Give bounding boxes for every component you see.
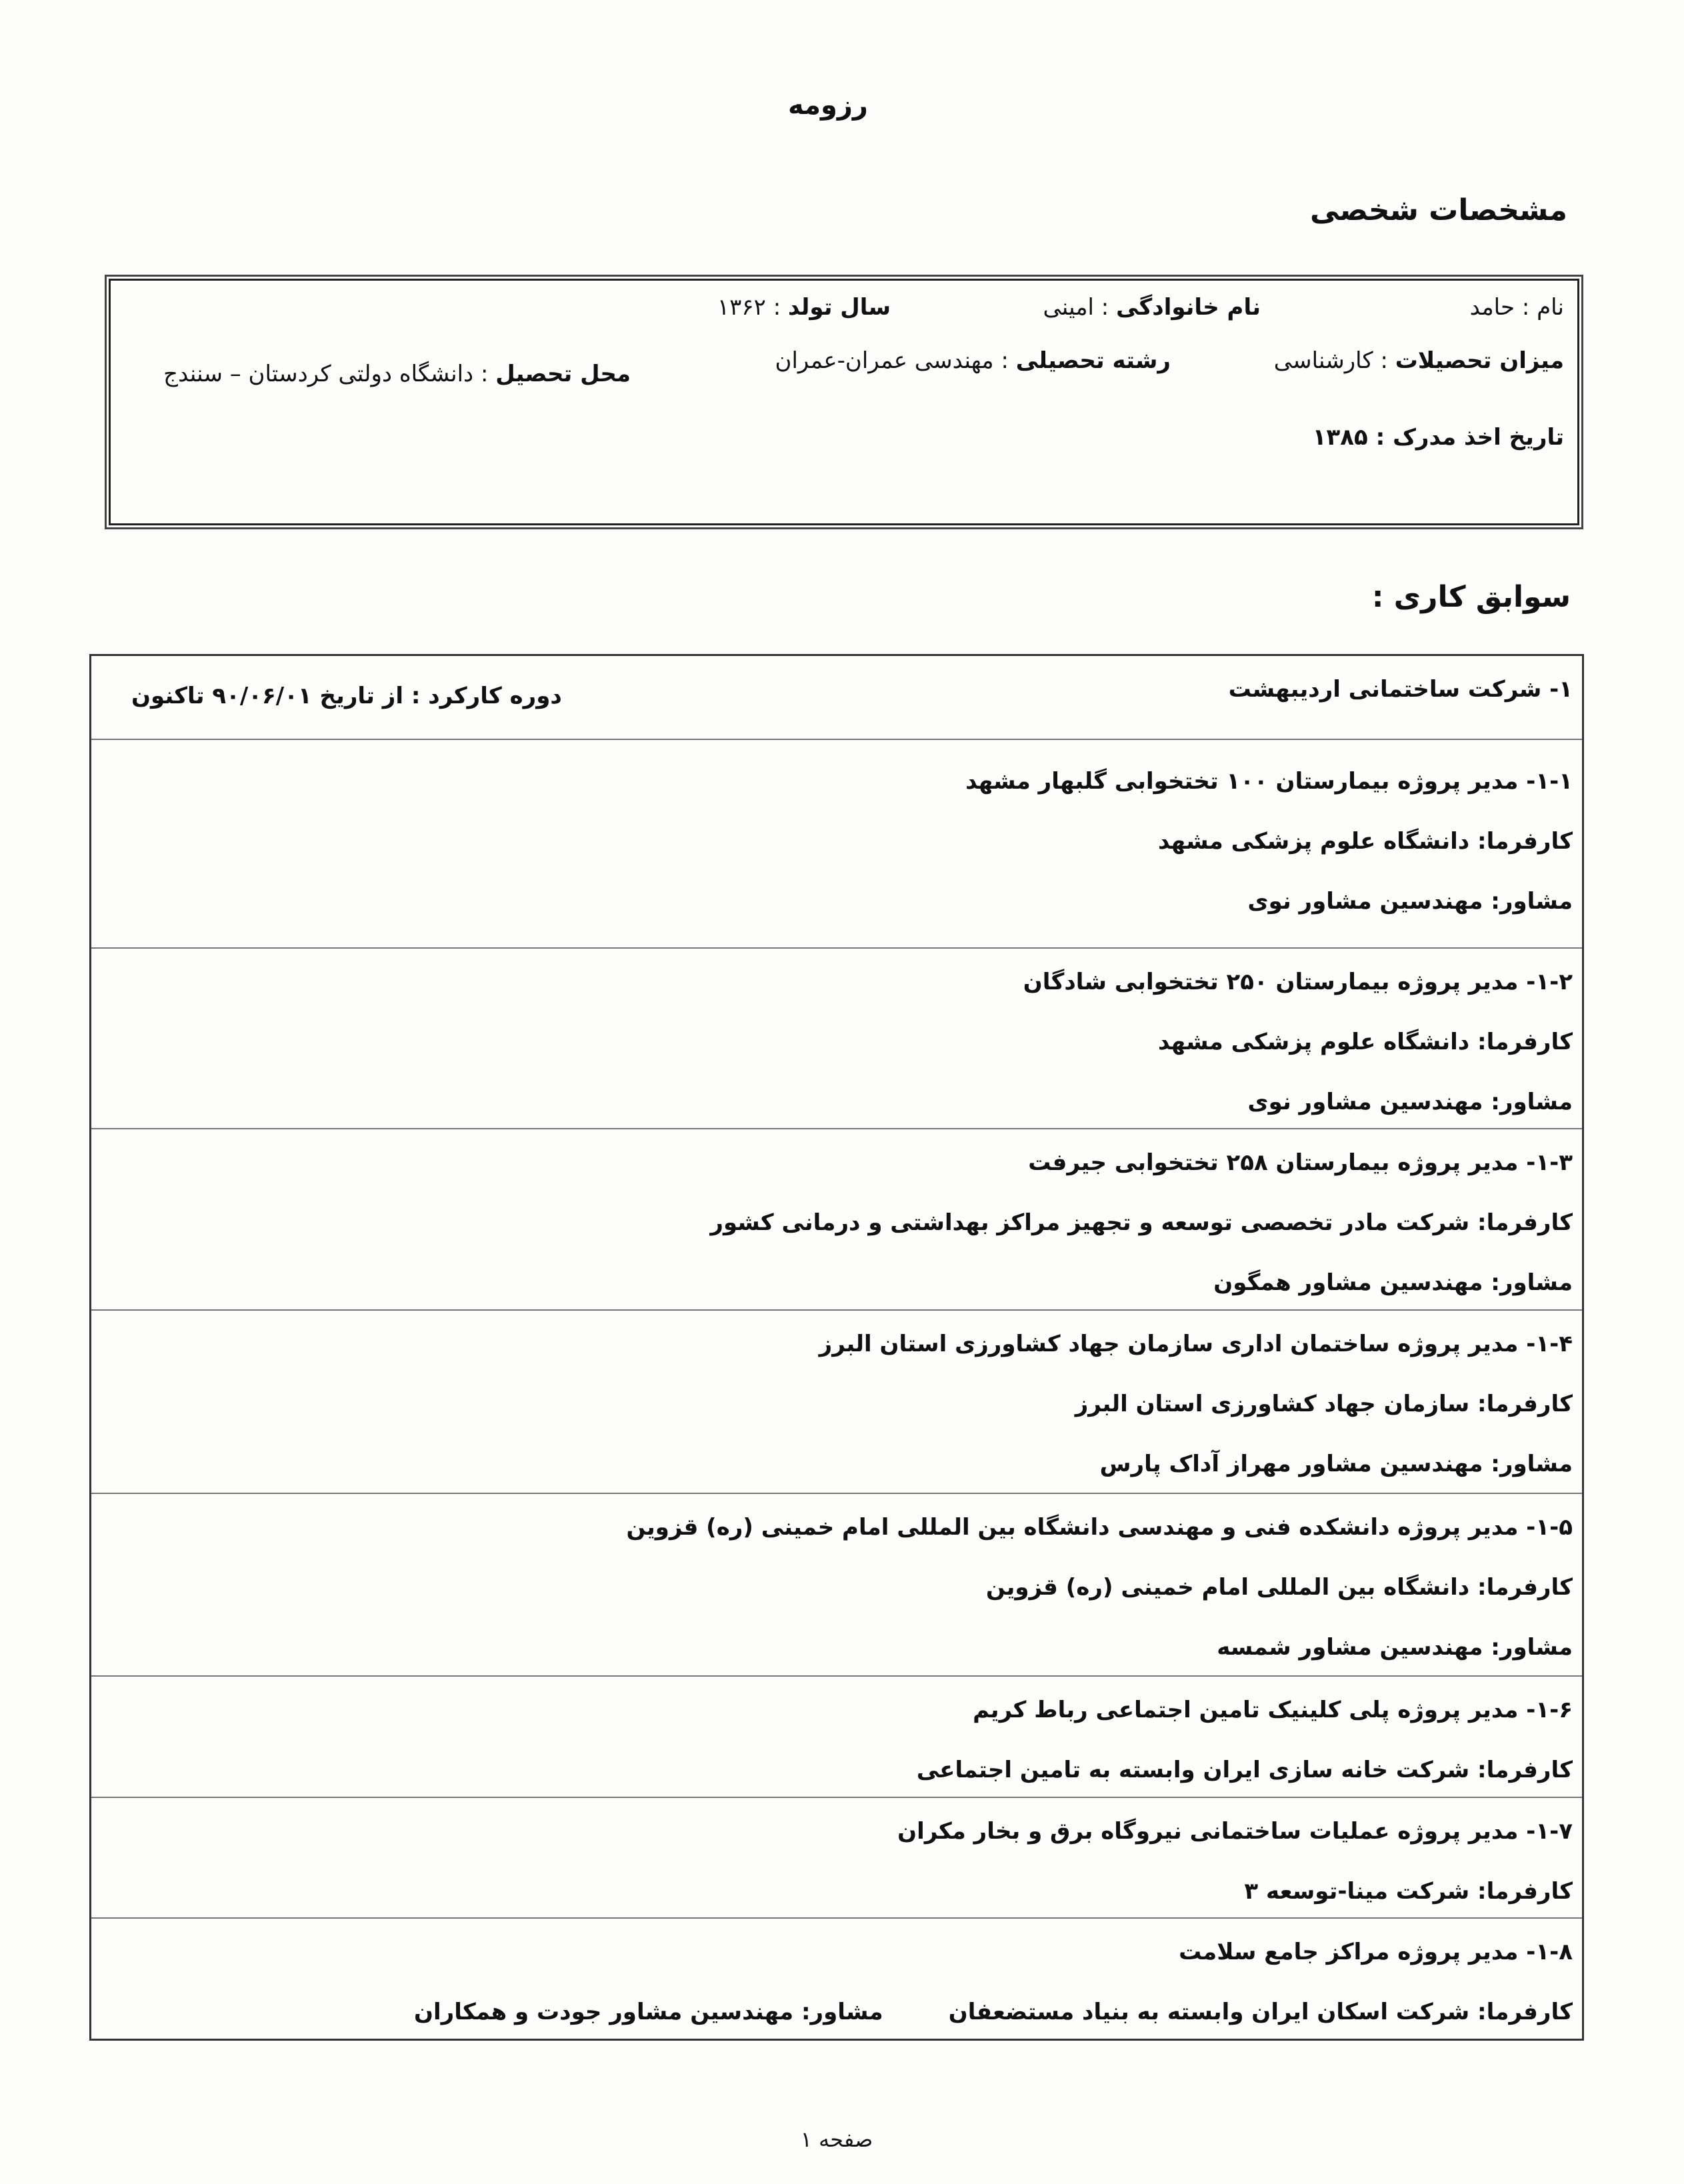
project-employer: کارفرما: سازمان جهاد کشاورزی استان البرز bbox=[1075, 1391, 1573, 1417]
project-row bbox=[91, 949, 1582, 1129]
project-consultant: مشاور: مهندسین مشاور شمسه bbox=[1217, 1634, 1573, 1661]
company-name-text: ۱- شرکت ساختمانی اردیبهشت bbox=[1228, 676, 1573, 703]
project-employer-consultant bbox=[101, 1991, 1573, 2051]
project-title: ۱-۷- مدیر پروژه عملیات ساختمانی نیروگاه برق و بخار مکران bbox=[897, 1818, 1573, 1845]
company-name bbox=[101, 668, 1573, 728]
project-title: ۱-۶- مدیر پروژه پلی کلینیک تامین اجتماعی رباط کریم bbox=[973, 1697, 1573, 1723]
work-history-table bbox=[89, 654, 1584, 2041]
birth-year bbox=[717, 294, 891, 321]
graduation-date: تاریخ اخذ مدرک : ۱۳۸۵ bbox=[1312, 424, 1564, 451]
project-consultant: مشاور: مهندسین مشاور همگون bbox=[1213, 1269, 1573, 1296]
major-label: رشته تحصیلی bbox=[1015, 347, 1171, 374]
project-consultant: مشاور: مهندسین مشاور جودت و همکاران bbox=[414, 1999, 883, 2025]
last-name-value: : امینی bbox=[1043, 294, 1117, 321]
degree-value: : کارشناسی bbox=[1273, 347, 1395, 374]
project-employer: کارفرما: شرکت اسکان ایران وابسته به بنیاد مستضعفان bbox=[948, 1999, 1573, 2025]
company-row bbox=[91, 656, 1582, 740]
project-employer: کارفرما: دانشگاه علوم پزشکی مشهد bbox=[1158, 828, 1573, 855]
study-place bbox=[163, 361, 631, 387]
project-consultant: مشاور: مهندسین مشاور نوی bbox=[1247, 888, 1573, 915]
project-title: ۱-۵- مدیر پروژه دانشکده فنی و مهندسی دانشگاه بین المللی امام خمینی (ره) قزوین bbox=[626, 1514, 1573, 1541]
project-title: ۱-۴- مدیر پروژه ساختمان اداری سازمان جهاد کشاورزی استان البرز bbox=[819, 1331, 1573, 1357]
project-employer: کارفرما: شرکت مینا-توسعه ۳ bbox=[1244, 1878, 1573, 1905]
first-name: نام : حامد bbox=[1469, 294, 1564, 321]
degree-label: میزان تحصیلات bbox=[1395, 347, 1564, 374]
project-title: ۱-۱- مدیر پروژه بیمارستان ۱۰۰ تختخوابی گلبهار مشهد bbox=[965, 768, 1573, 795]
project-row bbox=[91, 1919, 1582, 2041]
project-row bbox=[91, 740, 1582, 949]
major-value: : مهندسی عمران-عمران bbox=[775, 347, 1016, 374]
project-title: ۱-۳- مدیر پروژه بیمارستان ۲۵۸ تختخوابی جیرفت bbox=[1028, 1149, 1573, 1176]
degree bbox=[1274, 347, 1564, 374]
personal-info-heading: مشخصات شخصی bbox=[1310, 193, 1567, 227]
document-title: رزومه bbox=[788, 90, 868, 121]
work-period: دوره کارکرد : از تاریخ ۹۰/۰۶/۰۱ تاکنون bbox=[131, 683, 562, 709]
page-number: صفحه ۱ bbox=[800, 2127, 873, 2152]
work-history-heading: سوابق کاری : bbox=[1371, 580, 1571, 614]
project-employer: کارفرما: شرکت خانه سازی ایران وابسته به تامین اجتماعی bbox=[916, 1757, 1573, 1783]
birth-year-label: سال تولد bbox=[787, 294, 891, 321]
project-title: ۱-۲- مدیر پروژه بیمارستان ۲۵۰ تختخوابی شادگان bbox=[1023, 969, 1573, 995]
birth-year-value: : ۱۳۶۲ bbox=[717, 294, 788, 321]
last-name-label: نام خانوادگی bbox=[1116, 294, 1261, 321]
project-row bbox=[91, 1129, 1582, 1311]
project-row bbox=[91, 1798, 1582, 1919]
major bbox=[775, 347, 1171, 374]
project-title: ۱-۸- مدیر پروژه مراکز جامع سلامت bbox=[1179, 1939, 1573, 1965]
project-row bbox=[91, 1677, 1582, 1798]
personal-info-box bbox=[109, 279, 1579, 525]
study-place-value: : دانشگاه دولتی کردستان – سنندج bbox=[163, 361, 496, 387]
project-employer: کارفرما: شرکت مادر تخصصی توسعه و تجهیز مراکز بهداشتی و درمانی کشور bbox=[710, 1209, 1573, 1236]
project-employer: کارفرما: دانشگاه بین المللی امام خمینی (ره) قزوین bbox=[986, 1574, 1573, 1601]
project-employer: کارفرما: دانشگاه علوم پزشکی مشهد bbox=[1158, 1029, 1573, 1055]
project-row bbox=[91, 1311, 1582, 1494]
study-place-label: محل تحصیل bbox=[495, 361, 631, 387]
last-name bbox=[1043, 294, 1261, 321]
project-row bbox=[91, 1494, 1582, 1677]
project-consultant: مشاور: مهندسین مشاور مهراز آداک پارس bbox=[1099, 1451, 1573, 1477]
project-consultant: مشاور: مهندسین مشاور نوی bbox=[1247, 1089, 1573, 1115]
